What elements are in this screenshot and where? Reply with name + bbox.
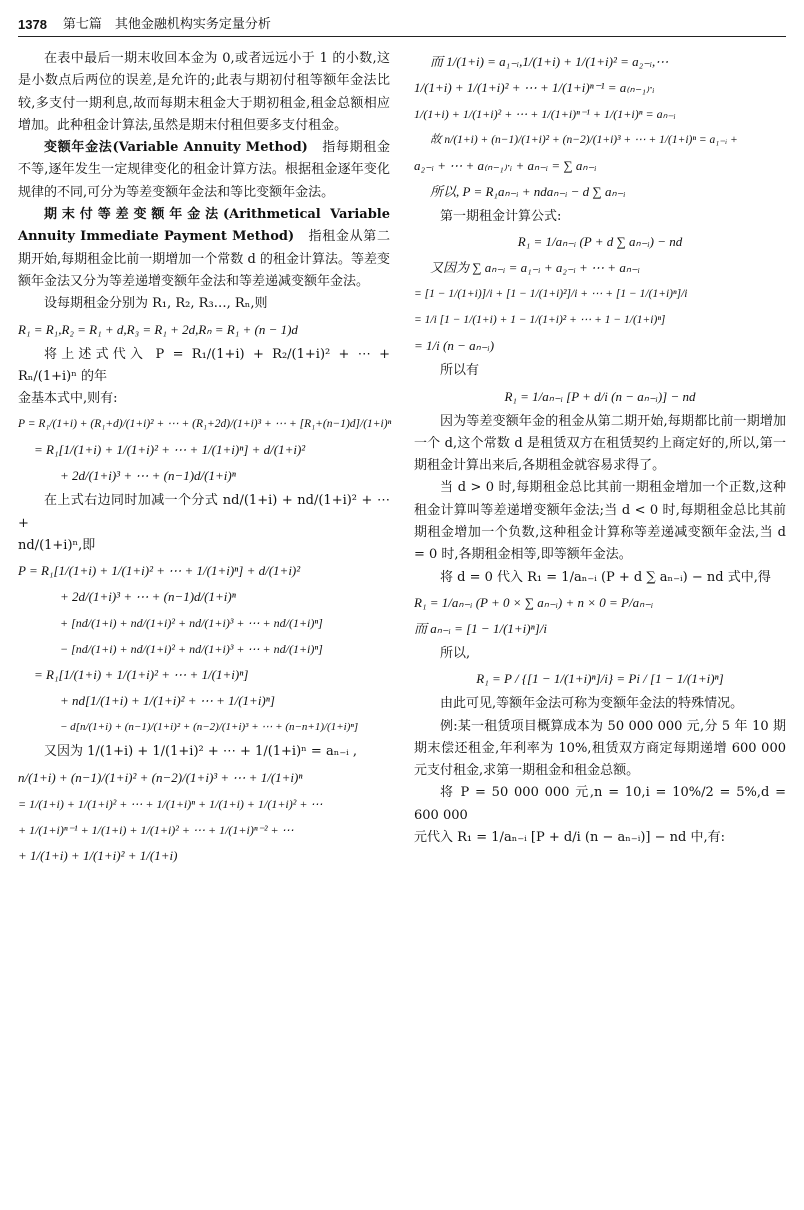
formula: R₁ = P / {[1 − 1/(1+i)ⁿ]/i} = Pi / [1 − 1/(1+i)ⁿ]: [476, 671, 724, 687]
formula: R₁ = 1/aₙ₋ᵢ [P + d/i (n − aₙ₋ᵢ)] − nd: [504, 388, 696, 404]
formula: n/(1+i) + (n−1)/(1+i)² + (n−2)/(1+i)³ + ⋯ + 1/(1+i)ⁿ: [18, 769, 303, 785]
paragraph: 将 P = 50 000 000 元,n = 10,i = 10%/2 = 5%,d = 600 000: [414, 785, 786, 823]
formula: − [nd/(1+i) + nd/(1+i)² + nd/(1+i)³ + ⋯ + nd/(1+i)ⁿ]: [60, 642, 323, 657]
formula: 1/(1+i) + 1/(1+i)² + ⋯ + 1/(1+i)ⁿ⁻¹ + 1/(1+i)ⁿ = aₙ₋ᵢ: [414, 107, 676, 121]
paragraph: 设每期租金分别为 R₁, R₂, R₃…, Rₙ,则: [44, 296, 268, 312]
paragraph: 因为等差变额年金的租金从第二期开始,每期都比前一期增加一个 d,这个常数 d 是租赁双方在租赁契约上商定好的,所以,第一期租金计算出来后,各期租金就容易求得了。: [414, 413, 786, 474]
formula: 1/(1+i) + 1/(1+i)² + ⋯ + 1/(1+i)ⁿ⁻¹ = a₍ₙ₋₁₎·ᵢ: [414, 80, 655, 95]
page-header: [18, 14, 786, 37]
paragraph-text: 指租金从第二期开始,每期租金比前一期增加一个常数 d 的租金计算法。等差变额年金法又分为等差递增变额年金法和等差递减变额年金法。: [18, 229, 390, 289]
paragraph: [18, 204, 390, 293]
paragraph: 例:某一租赁项目概算成本为 50 000 000 元,分 5 年 10 期期末偿还租金,年利率为 10%,租赁双方商定每期递增 600 000元支付租金,求第一期租金和租金总额。: [414, 718, 786, 779]
paragraph: 所以有: [440, 363, 480, 379]
formula: R₁ = R₁,R₂ = R₁ + d,R₃ = R₁ + 2d,Rₙ = R₁ + (n − 1)d: [18, 321, 298, 337]
formula: 又因为 ∑ aₙ₋ᵢ = a₁₋ᵢ + a₂₋ᵢ + ⋯ + aₙ₋ᵢ: [430, 260, 640, 276]
formula: − d[n/(1+i) + (n−1)/(1+i)² + (n−2)/(1+i)³ + ⋯ + (n−n+1)/(1+i)ⁿ]: [60, 721, 359, 734]
paragraph: 将上述式代入 P = R₁/(1+i) + R₂/(1+i)² + ⋯ + Rₙ/(1+i)ⁿ 的年: [18, 346, 390, 384]
formula: + 2d/(1+i)³ + ⋯ + (n−1)d/(1+i)ⁿ: [60, 589, 236, 605]
paragraph: 当 d > 0 时,每期租金总比其前一期租金增加一个正数,这种租金计算叫等差递增变额年金法;当 d < 0 时,每期租金总比其前期租金增加一个负数,这种租金计算称等差递减变额年金法,当 d = 0 时,各期租金相等,即等额年金法。: [414, 480, 786, 563]
paragraph-text: 指每期租金不等,逐年发生一定规律变化的租金计算方法。根据租金逐年变化规律的不同,可分为等差变额年金法和等比变额年金法。: [18, 140, 390, 200]
left-column: [18, 48, 390, 870]
formula: 故 n/(1+i) + (n−1)/(1+i)² + (n−2)/(1+i)³ + ⋯ + 1/(1+i)ⁿ = a₁₋ᵢ +: [430, 134, 738, 146]
paragraph: 在上式右边同时加减一个分式 nd/(1+i) + nd/(1+i)² + ⋯ +: [18, 493, 390, 531]
formula: 而 1/(1+i) = a₁₋ᵢ,1/(1+i) + 1/(1+i)² = a₂₋ᵢ,⋯: [430, 54, 669, 69]
paragraph: 所以,: [440, 645, 471, 661]
formula: a₂₋ᵢ + ⋯ + a₍ₙ₋₁₎·ᵢ + aₙ₋ᵢ = ∑ aₙ₋ᵢ: [414, 158, 597, 173]
running-title: 第七篇 其他金融机构实务定量分析: [62, 17, 271, 32]
formula: P = R₁/(1+i) + (R₁+d)/(1+i)² + ⋯ + (R₁+2d)/(1+i)³ + ⋯ + [R₁+(n−1)d]/(1+i)ⁿ: [18, 418, 392, 431]
page-number: 1378: [18, 17, 47, 32]
paragraph: 由此可见,等额年金法可称为变额年金法的特殊情况。: [440, 696, 744, 712]
paragraph: 在表中最后一期末收回本金为 0,或者远远小于 1 的小数,这是小数点后两位的误差,是允许的;此表与期初付租等额年金法比较,多支付一期利息,故而每期末租金大于期初租金,租金总额相应增加。此种租金计算法,虽然是期末付租但要多支付租金。: [18, 51, 390, 133]
formula: R₁ = 1/aₙ₋ᵢ (P + d ∑ aₙ₋ᵢ) − nd: [517, 234, 683, 250]
formula: 而 aₙ₋ᵢ = [1 − 1/(1+i)ⁿ]/i: [414, 620, 547, 636]
paragraph: [18, 137, 390, 204]
formula: 所以, P = R₁aₙ₋ᵢ + ndaₙ₋ᵢ − d ∑ aₙ₋ᵢ: [430, 184, 626, 199]
paragraph: 元代入 R₁ = 1/aₙ₋ᵢ [P + d/i (n − aₙ₋ᵢ)] − nd 中,有:: [414, 830, 725, 846]
formula: = R₁[1/(1+i) + 1/(1+i)² + ⋯ + 1/(1+i)ⁿ] + d/(1+i)²: [34, 442, 306, 458]
formula: + 1/(1+i) + 1/(1+i)² + 1/(1+i): [18, 847, 178, 863]
paragraph: 又因为 1/(1+i) + 1/(1+i)² + ⋯ + 1/(1+i)ⁿ = aₙ₋ᵢ ,: [44, 744, 358, 760]
formula: R₁ = 1/aₙ₋ᵢ (P + 0 × ∑ aₙ₋ᵢ) + n × 0 = P/aₙ₋ᵢ: [414, 594, 654, 610]
formula: + [nd/(1+i) + nd/(1+i)² + nd/(1+i)³ + ⋯ + nd/(1+i)ⁿ]: [60, 616, 323, 631]
formula: + 1/(1+i)ⁿ⁻¹ + 1/(1+i) + 1/(1+i)² + ⋯ + 1/(1+i)ⁿ⁻² + ⋯: [18, 822, 294, 837]
formula: = 1/i [1 − 1/(1+i) + 1 − 1/(1+i)² + ⋯ + 1 − 1/(1+i)ⁿ]: [414, 314, 666, 327]
term-heading: 变额年金法(Variable Annuity Method): [44, 140, 308, 156]
formula: = [1 − 1/(1+i)]/i + [1 − 1/(1+i)²]/i + ⋯ + [1 − 1/(1+i)ⁿ]/i: [414, 288, 688, 301]
term-heading: 期末付等差变额年金法(Arithmetical Variable Annuity Immediate Payment Method): [18, 207, 390, 245]
formula: = R₁[1/(1+i) + 1/(1+i)² + ⋯ + 1/(1+i)ⁿ]: [34, 667, 249, 683]
paragraph: 金基本式中,则有:: [18, 391, 118, 407]
paragraph: 将 d = 0 代入 R₁ = 1/aₙ₋ᵢ (P + d ∑ aₙ₋ᵢ) − nd 式中,得: [440, 569, 771, 585]
paragraph: nd/(1+i)ⁿ,即: [18, 538, 96, 554]
formula: + 2d/(1+i)³ + ⋯ + (n−1)d/(1+i)ⁿ: [60, 468, 236, 484]
formula: = 1/(1+i) + 1/(1+i)² + ⋯ + 1/(1+i)ⁿ + 1/(1+i) + 1/(1+i)² + ⋯: [18, 796, 323, 811]
formula: + nd[1/(1+i) + 1/(1+i)² + ⋯ + 1/(1+i)ⁿ]: [60, 693, 275, 709]
formula: P = R₁[1/(1+i) + 1/(1+i)² + ⋯ + 1/(1+i)ⁿ] + d/(1+i)²: [18, 563, 301, 579]
formula: = 1/i (n − aₙ₋ᵢ): [414, 338, 495, 354]
paragraph: 第一期租金计算公式:: [440, 209, 562, 224]
right-column: [414, 48, 786, 849]
